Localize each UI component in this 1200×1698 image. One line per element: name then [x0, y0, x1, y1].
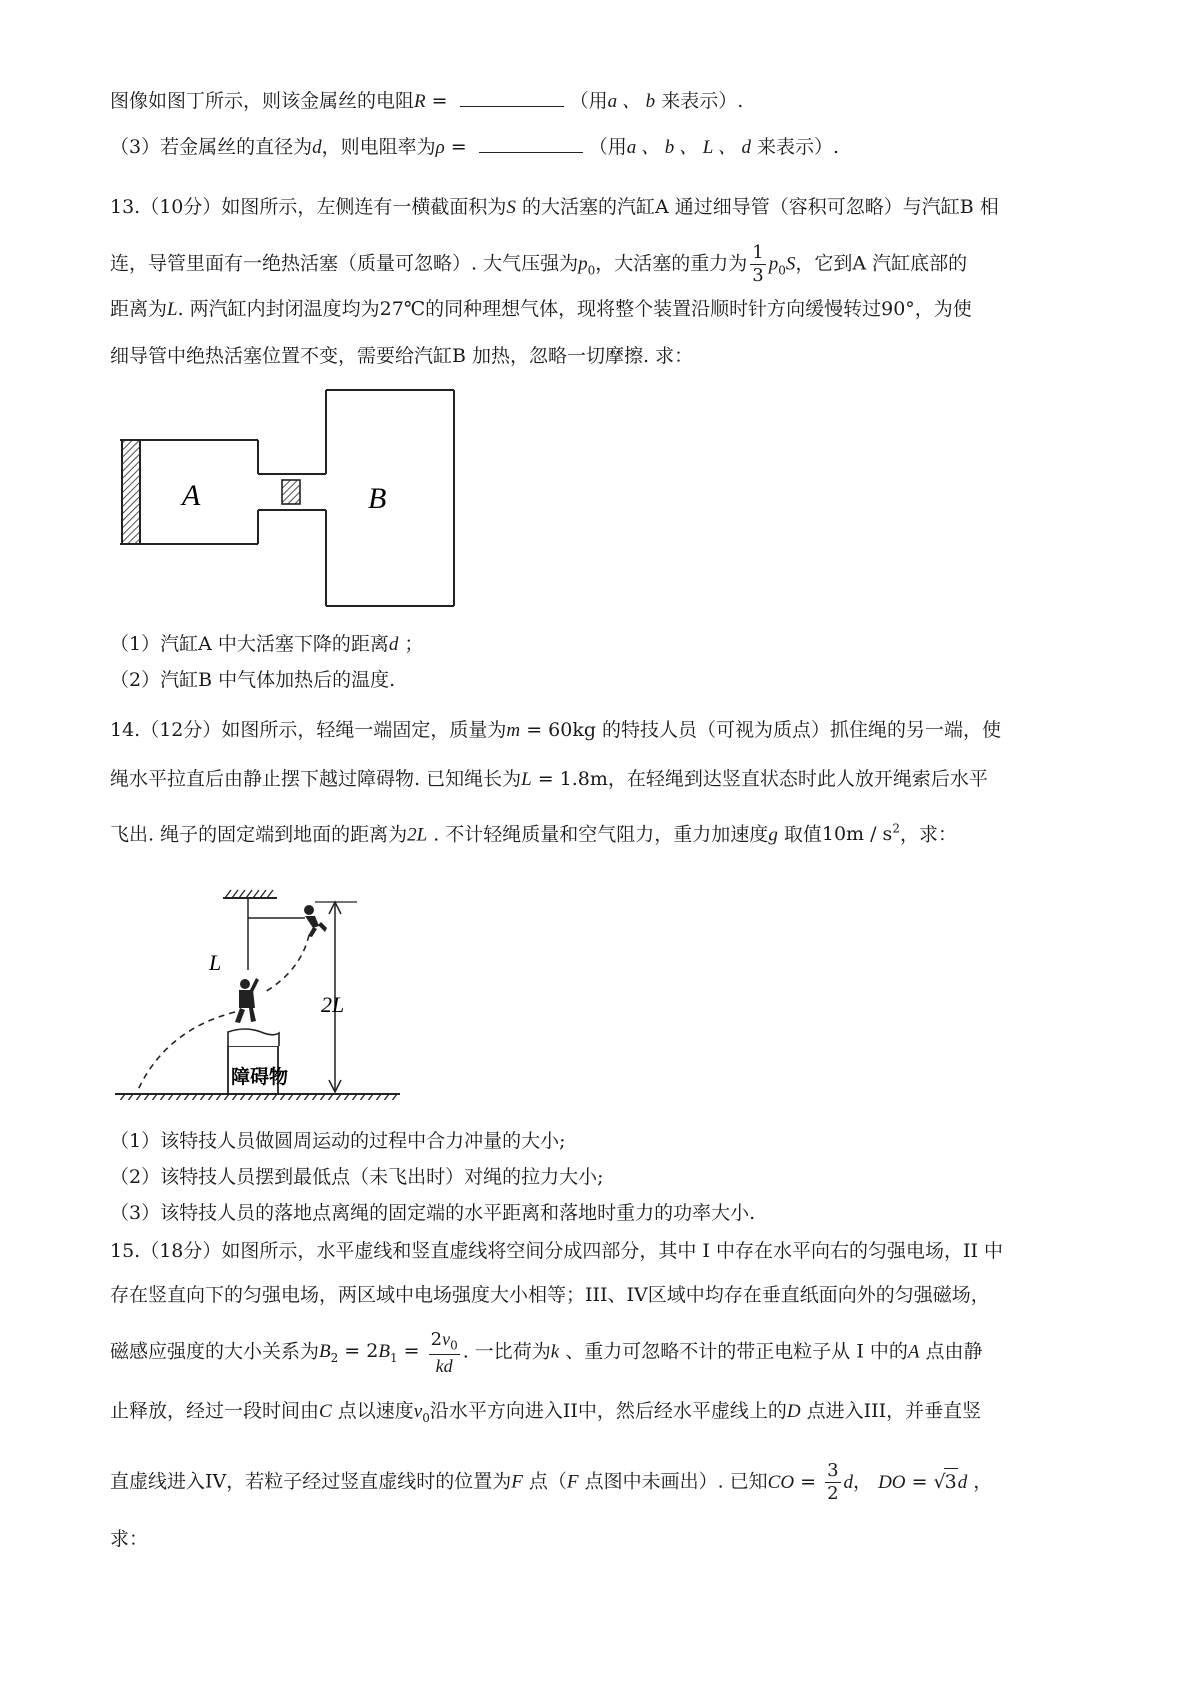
q12-line-2: （3）若金属丝的直径为d，则电阻率为ρ = （用a 、 b 、 L 、 d 来表示）. — [110, 136, 840, 158]
text: . 两汽缸内封闭温度均为27℃的同种理想气体，现将整个装置沿顺时针方向缓慢转过90°，为使 — [177, 298, 972, 320]
q15-line-2 — [110, 1282, 990, 1308]
text: （3）该特技人员的落地点离绳的固定端的水平距离和落地时重力的功率大小. — [110, 1202, 756, 1224]
stunt-person-bottom — [235, 978, 259, 1023]
text: （2）汽缸B 中气体加热后的温度. — [110, 669, 396, 691]
text: （用 — [588, 136, 627, 158]
var-d: d — [388, 634, 399, 655]
q13-line-3 — [110, 296, 972, 323]
var-L: L — [167, 299, 178, 320]
text: 距离为 — [110, 298, 168, 320]
var-F: F — [511, 1471, 523, 1493]
text: 磁感应强度的大小关系为 — [110, 1340, 320, 1363]
label-b: B — [368, 482, 387, 515]
q13-sub-2 — [110, 667, 395, 693]
q14-line-2 — [110, 766, 988, 793]
text: 止释放，经过一段时间由 — [110, 1400, 320, 1422]
answer-blank — [460, 88, 564, 107]
q14-line-3 — [110, 816, 957, 848]
var-m: m — [506, 720, 521, 741]
text: （1）该特技人员做圆周运动的过程中合力冲量的大小; — [110, 1130, 566, 1152]
stunt-person-start — [304, 905, 327, 937]
text: 绳水平拉直后由静止摆下越过障碍物. 已知绳长为 — [110, 768, 522, 790]
fraction-one-third: $\frac{1}{3}$ — [752, 242, 764, 286]
text: 取值 — [783, 823, 822, 846]
cylinder-b — [326, 390, 454, 606]
stunt-figure — [115, 880, 405, 1100]
text: 飞出. 绳子的固定端到地面的距离为 — [110, 823, 408, 846]
text: ，在轻绳到达竖直状态时此人放开绳索后水平 — [607, 768, 988, 790]
text: ，求： — [899, 823, 957, 846]
q13-line-4 — [110, 343, 693, 369]
text: （2）该特技人员摆到最低点（未飞出时）对绳的拉力大小; — [110, 1166, 604, 1188]
obstacle-label: 障碍物 — [231, 1066, 289, 1088]
text: 求： — [110, 1528, 149, 1550]
label-2l: 2L — [321, 992, 345, 1017]
text: ，大活塞的重力为 — [595, 252, 748, 275]
text: 点由静 — [925, 1340, 983, 1363]
text: ，它到A 汽缸底部的 — [795, 252, 968, 275]
text: 13.（10分）如图所示，左侧连有一横截面积为 — [110, 196, 507, 218]
text: （3）若金属丝的直径为 — [110, 136, 313, 158]
text: 图像如图丁所示，则该金属丝的电阻 — [110, 90, 415, 112]
text: 细导管中绝热活塞位置不变，需要给汽缸B 加热，忽略一切摩擦. 求： — [110, 345, 694, 367]
q15-line-1 — [110, 1238, 1003, 1264]
swing-path — [265, 935, 309, 992]
q13-line-1 — [110, 194, 999, 221]
text: ， — [973, 1470, 993, 1493]
label-a: A — [182, 479, 201, 512]
var-D: D — [786, 1401, 801, 1422]
q14-sub-3 — [110, 1200, 755, 1226]
text: 点（ — [528, 1470, 567, 1493]
insulating-piston — [282, 480, 300, 504]
q15-line-4: 止释放，经过一段时间由C 点以速度$v_0$沿水平方向进入II中，然后经水平虚线上的D 点进入III，并垂直竖 — [110, 1400, 982, 1425]
q15-line-3 — [110, 1330, 983, 1375]
text: 14.（12分）如图所示，轻绳一端固定，质量为 — [110, 719, 507, 741]
text: 的特技人员（可视为质点）抓住绳的另一端，使 — [602, 719, 1002, 741]
text: 来表示）. — [661, 90, 744, 112]
ceiling-support — [223, 890, 277, 898]
q12-line-1: 图像如图丁所示，则该金属丝的电阻R = （用a 、 b 来表示）. — [110, 90, 744, 112]
mass-value: = 60kg — [526, 719, 596, 741]
text: ； — [404, 633, 424, 655]
text: 连，导管里面有一绝热活塞（质量可忽略）. 大气压强为 — [110, 252, 579, 275]
var-S: S — [506, 197, 516, 218]
text: 、重力可忽略不计的带正电粒子从 I 中的 — [565, 1340, 908, 1363]
ground — [115, 1094, 400, 1100]
q15-line-5: 直虚线进入IV，若粒子经过竖直虚线时的位置为F 点（F 点图中未画出）. 已知CO = $\frac{3}{2}$ d， DO = √3d ， — [110, 1460, 993, 1504]
text: 点图中未画出）. 已知 — [584, 1470, 768, 1493]
text: ， — [853, 1470, 873, 1493]
text: . 不计轻绳质量和空气阻力，重力加速度 — [433, 823, 769, 846]
projectile-path — [137, 1012, 235, 1092]
text: ，则电阻率为 — [321, 136, 436, 158]
text: 点进入III，并垂直竖 — [806, 1400, 982, 1422]
g-value: $10m / s^2$ — [821, 822, 900, 846]
q14-line-1 — [110, 717, 1001, 744]
large-piston — [122, 440, 140, 544]
var-R: R — [414, 91, 426, 112]
var-A: A — [907, 1341, 920, 1363]
text: 点以速度 — [337, 1400, 414, 1422]
text: 15.（18分）如图所示，水平虚线和竖直虚线将空间分成四部分，其中 I 中存在水平向右的匀强电场，II 中 — [110, 1240, 1004, 1262]
vars: a 、 b — [607, 91, 656, 112]
var-d: d — [312, 137, 322, 158]
var-k: k — [550, 1341, 560, 1363]
q13-sub-1 — [110, 631, 423, 658]
vars: a 、 b 、 L 、 d — [626, 137, 751, 158]
obstacle — [228, 1029, 288, 1094]
text: 沿水平方向进入II中，然后经水平虚线上的 — [429, 1400, 787, 1422]
text: 直虚线进入IV，若粒子经过竖直虚线时的位置为 — [110, 1470, 512, 1493]
text: . 一比荷为 — [462, 1340, 551, 1363]
text: （用 — [569, 90, 608, 112]
var-rho: ρ — [435, 137, 445, 158]
b-relation: $B_2 = 2B_1$ = $\frac{2v_0}{kd}$ — [319, 1329, 458, 1376]
do-relation: DO = √3d — [878, 1471, 967, 1493]
text: 来表示）. — [757, 136, 840, 158]
answer-blank — [479, 134, 583, 153]
text: （1）汽缸A 中大活塞下降的距离 — [110, 633, 389, 655]
var-p0: p — [578, 253, 588, 275]
var-L: L — [521, 769, 532, 790]
var-g: g — [768, 824, 778, 846]
q15-line-6 — [110, 1526, 148, 1552]
var-2L: 2L — [407, 824, 428, 846]
cylinder-figure — [100, 380, 480, 620]
q13-line-2: 连，导管里面有一绝热活塞（质量可忽略）. 大气压强为$p_0$，大活塞的重力为 $\frac{1}{3}$ $p_0S$，它到A 汽缸底部的 — [110, 242, 968, 286]
text: 存在竖直向下的匀强电场，两区域中电场强度大小相等；III、IV区域中均存在垂直纸面向外的匀强磁场， — [110, 1284, 990, 1306]
label-l: L — [209, 950, 222, 975]
length-value: = 1.8m — [537, 768, 608, 790]
var-C: C — [319, 1401, 332, 1422]
text: 的大活塞的汽缸A 通过细导管（容积可忽略）与汽缸B 相 — [521, 196, 999, 218]
q14-sub-2 — [110, 1164, 604, 1190]
co-relation: CO = $\frac{3}{2}$ d — [767, 1460, 854, 1504]
q14-sub-1 — [110, 1128, 566, 1154]
